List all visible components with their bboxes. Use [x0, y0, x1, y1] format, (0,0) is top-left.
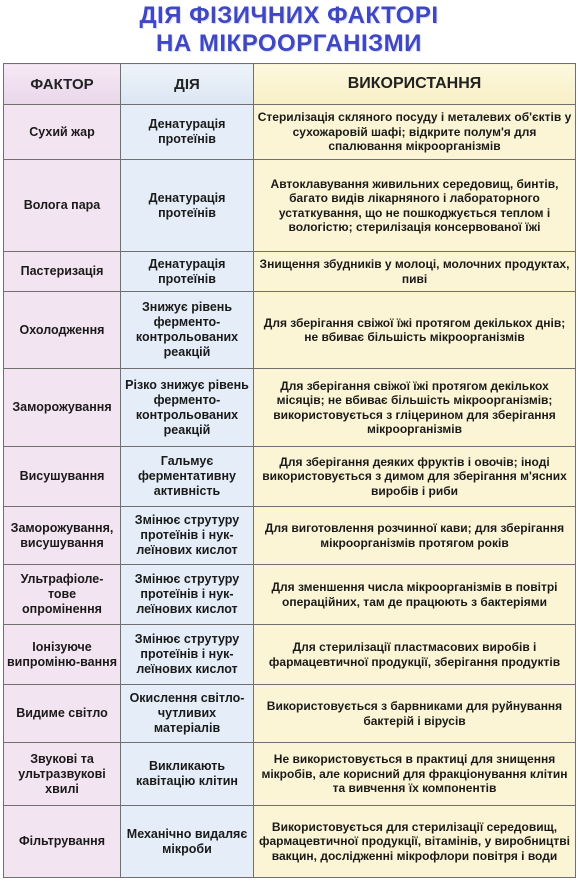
action-cell: Знижує рівень ферменто-контрольованих реакцій [121, 292, 254, 369]
factor-cell: Ультрафіоле-тове опромінення [4, 565, 121, 625]
usage-cell: Не використовується в практиці для знищення мікробів, але корисний для фракціонування клітин та вивчення їх компонентів [254, 743, 576, 806]
header-factor: ФАКТОР [4, 64, 121, 105]
table-row [4, 369, 576, 447]
action-cell: Змінює струтуру протеїнів і нук-леїнових кислот [121, 565, 254, 625]
factor-cell: Заморожування, висушування [4, 507, 121, 565]
action-cell: Механічно видаляє мікроби [121, 806, 254, 878]
usage-cell: Використовується для стерилізації середовищ, фармацевтичної продукції, вітамінів, у виробництві вакцин, дослідженні мікрофлори повітря і води [254, 806, 576, 878]
action-cell: Змінює струтуру протеїнів і нук-леїнових кислот [121, 625, 254, 685]
title-line-1: ДІЯ ФІЗИЧНИХ ФАКТОРІ [139, 2, 439, 29]
table-header-row [4, 64, 576, 105]
usage-cell: Знищення збудників у молоці, молочних продуктах, пиві [254, 252, 576, 292]
action-cell: Викликають кавітацію клітин [121, 743, 254, 806]
table-row [4, 625, 576, 685]
action-cell: Змінює струтуру протеїнів і нук-леїнових кислот [121, 507, 254, 565]
usage-cell: Для зберігання свіжої їжі протягом декількох місяців; не вбиває більшість мікроорганізмів; використовується з гліцерином для зберігання мікроорганізмів [254, 369, 576, 447]
table-row [4, 447, 576, 507]
action-cell: Денатурація протеїнів [121, 252, 254, 292]
table-row [4, 743, 576, 806]
usage-cell: Використовується з барвниками для руйнування бактерій і вірусів [254, 685, 576, 743]
usage-cell: Для зменшення числа мікроорганізмів в повітрі операційних, там де працюють з бактеріями [254, 565, 576, 625]
table-row [4, 806, 576, 878]
usage-cell: Стерилізація скляного посуду і металевих об'єктів у сухожаровій шафі; відкрите полум'я для спалювання мікроорганізмів [254, 105, 576, 160]
factor-cell: Фільтрування [4, 806, 121, 878]
title-line-2: НА МІКРООРГАНІЗМИ [156, 30, 422, 57]
factor-cell: Волога пара [4, 160, 121, 252]
factor-cell: Звукові та ультразвукові хвилі [4, 743, 121, 806]
action-cell: Різко знижує рівень ферменто-контрольованих реакцій [121, 369, 254, 447]
factor-cell: Охолодження [4, 292, 121, 369]
action-cell: Окислення світло-чутливих матеріалів [121, 685, 254, 743]
table-row [4, 160, 576, 252]
usage-cell: Автоклавування живильних середовищ, бинтів, багато видів лікарняного і лабораторного устаткування, що не пошкоджується теплом і вологістю; стерилізація консервованої їжі [254, 160, 576, 252]
table-row [4, 565, 576, 625]
usage-cell: Для стерилізації пластмасових виробів і фармацевтичної продукції, зберігання продуктів [254, 625, 576, 685]
factor-cell: Заморожування [4, 369, 121, 447]
factor-cell: Сухий жар [4, 105, 121, 160]
table-row [4, 292, 576, 369]
table-row [4, 507, 576, 565]
usage-cell: Для зберігання деяких фруктів і овочів; іноді використовується з димом для зберігання м'ясних виробів і риби [254, 447, 576, 507]
header-usage: ВИКОРИСТАННЯ [254, 64, 576, 105]
factor-cell: Висушування [4, 447, 121, 507]
usage-cell: Для виготовлення розчинної кави; для зберігання мікроорганізмів протягом років [254, 507, 576, 565]
factor-cell: Іонізуюче випроміню-вання [4, 625, 121, 685]
action-cell: Гальмує ферментативну активність [121, 447, 254, 507]
header-action: ДІЯ [121, 64, 254, 105]
factor-cell: Пастеризація [4, 252, 121, 292]
table-row [4, 685, 576, 743]
usage-cell: Для зберігання свіжої їжі протягом декількох днів; не вбиває більшість мікроорганізмів [254, 292, 576, 369]
action-cell: Денатурація протеїнів [121, 160, 254, 252]
action-cell: Денатурація протеїнів [121, 105, 254, 160]
page-title [0, 0, 578, 62]
table-row [4, 252, 576, 292]
physical-factors-table [3, 63, 576, 878]
factor-cell: Видиме світло [4, 685, 121, 743]
table-row [4, 105, 576, 160]
